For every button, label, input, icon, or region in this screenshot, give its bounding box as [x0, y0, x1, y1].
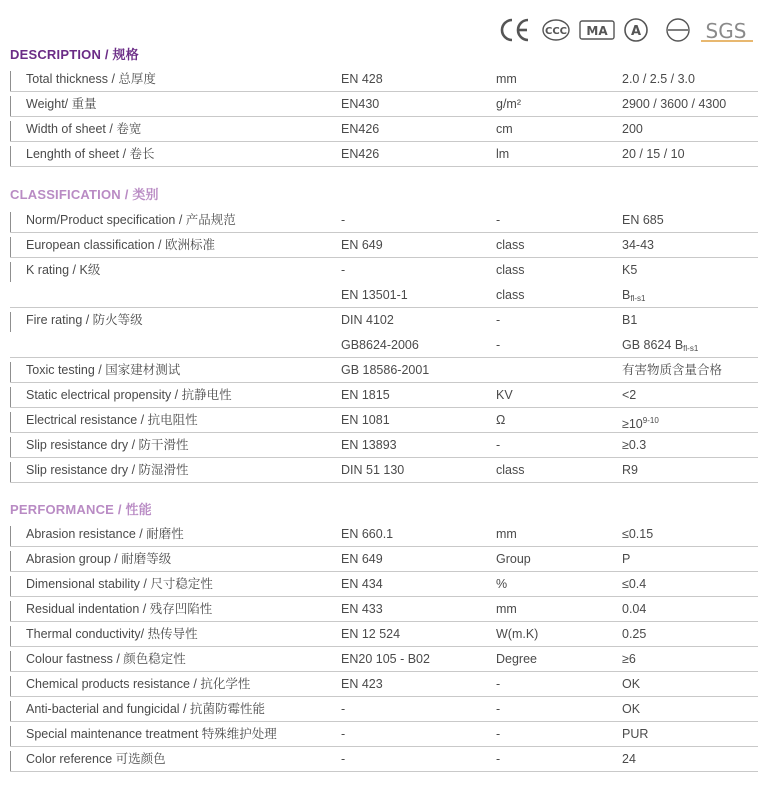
row-label: Color reference 可选颜色 — [26, 752, 166, 766]
table-row — [10, 142, 758, 167]
performance-section-title: PERFORMANCE / 性能 — [10, 502, 152, 517]
row-unit: class — [496, 238, 525, 252]
row-marker — [10, 576, 11, 596]
cqc-logo-icon — [625, 19, 647, 41]
row-unit: class — [496, 263, 525, 277]
row-label: Chemical products resistance / 抗化学性 — [26, 677, 251, 691]
row-value — [622, 383, 636, 408]
row-value-text: 20 / 15 / 10 — [622, 147, 685, 161]
row-unit: Ω — [496, 413, 506, 427]
performance-table — [10, 522, 758, 772]
row-value — [622, 672, 640, 697]
row-label: Slip resistance dry / 防湿滑性 — [26, 463, 189, 477]
row-standard: EN 12 524 — [341, 627, 401, 641]
row-unit: Degree — [496, 652, 537, 666]
row-value — [622, 572, 646, 597]
row-standard: EN430 — [341, 97, 380, 111]
row-standard: EN20 105 - B02 — [341, 652, 430, 666]
row-value-text: GB 8624 B — [622, 338, 684, 352]
ce-logo-icon — [502, 20, 528, 40]
row-standard: - — [341, 213, 346, 227]
table-row — [10, 92, 758, 117]
row-marker — [10, 237, 11, 257]
row-unit: cm — [496, 122, 513, 136]
row-standard: EN 1081 — [341, 413, 390, 427]
svg-text:MA: MA — [586, 24, 608, 38]
row-label: Norm/Product specification / 产品规范 — [26, 213, 236, 227]
row-label: Abrasion resistance / 耐磨性 — [26, 527, 184, 541]
row-unit: - — [496, 727, 501, 741]
row-value-text: 34-43 — [622, 238, 654, 252]
row-standard: - — [341, 752, 346, 766]
row-marker — [10, 262, 11, 282]
row-label: Lenghth of sheet / 卷长 — [26, 147, 155, 161]
row-unit: mm — [496, 527, 517, 541]
sgs-logo-icon — [701, 19, 753, 43]
table-row — [10, 458, 758, 483]
row-unit: - — [496, 213, 501, 227]
row-marker — [10, 726, 11, 746]
table-row — [10, 622, 758, 647]
row-value-text: OK — [622, 702, 641, 716]
row-marker — [10, 71, 11, 91]
row-marker — [10, 626, 11, 646]
row-standard: EN 649 — [341, 552, 383, 566]
table-row — [10, 408, 758, 433]
row-label: Fire rating / 防火等级 — [26, 313, 143, 327]
table-row — [10, 208, 758, 233]
row-label: Residual indentation / 残存凹陷性 — [26, 602, 213, 616]
table-row — [10, 647, 758, 672]
row-value — [622, 258, 637, 283]
row-unit: mm — [496, 602, 517, 616]
row-value-text: R9 — [622, 463, 638, 477]
table-row — [10, 383, 758, 408]
row-unit: KV — [496, 388, 513, 402]
row-value-text: EN 685 — [622, 213, 664, 227]
row-marker — [10, 651, 11, 671]
row-value-text: 24 — [622, 752, 636, 766]
table-row — [10, 233, 758, 258]
table-row — [10, 547, 758, 572]
row-marker — [10, 362, 11, 382]
row-unit: % — [496, 577, 508, 591]
row-value — [622, 547, 630, 572]
table-row — [10, 747, 758, 772]
row-value-subscript: fl-s1 — [683, 344, 699, 353]
row-value-subscript: fl-s1 — [630, 294, 646, 303]
row-standard: EN 428 — [341, 72, 383, 86]
row-unit: - — [496, 338, 501, 352]
row-value-text: <2 — [622, 388, 637, 402]
row-value — [622, 142, 685, 167]
row-value — [622, 233, 654, 258]
table-row — [10, 358, 758, 383]
table-row — [10, 597, 758, 622]
row-unit: - — [496, 752, 501, 766]
row-value — [622, 597, 646, 622]
row-value — [622, 697, 640, 722]
description-section-title: DESCRIPTION / 规格 — [10, 47, 139, 62]
row-label: Electrical resistance / 抗电阻性 — [26, 413, 198, 427]
row-value — [622, 522, 653, 547]
table-row — [10, 308, 758, 333]
row-marker — [10, 412, 11, 432]
row-marker — [10, 146, 11, 166]
row-label: Anti-bacterial and fungicidal / 抗菌防霉性能 — [26, 702, 265, 716]
row-marker — [10, 312, 11, 332]
row-standard: DIN 51 130 — [341, 463, 405, 477]
row-standard: EN 1815 — [341, 388, 390, 402]
row-marker — [10, 437, 11, 457]
row-marker — [10, 212, 11, 232]
row-label: Dimensional stability / 尺寸稳定性 — [26, 577, 213, 591]
row-value-text: ≥6 — [622, 652, 636, 666]
table-row — [10, 433, 758, 458]
row-value — [622, 208, 664, 233]
row-marker — [10, 751, 11, 771]
row-value-text: K5 — [622, 263, 638, 277]
certification-logos — [498, 14, 758, 46]
row-standard: - — [341, 727, 346, 741]
row-standard: EN 13893 — [341, 438, 397, 452]
table-row — [10, 572, 758, 597]
row-label: Thermal conductivity/ 热传导性 — [26, 627, 198, 641]
row-unit: - — [496, 438, 501, 452]
row-value — [622, 458, 638, 483]
table-row — [10, 67, 758, 92]
row-value-text: ≥10 — [622, 417, 643, 432]
description-table — [10, 67, 758, 167]
table-row — [10, 283, 758, 308]
row-value-text: ≤0.4 — [622, 577, 647, 591]
row-standard: - — [341, 263, 346, 277]
row-value — [622, 117, 643, 142]
row-value-text: 2.0 / 2.5 / 3.0 — [622, 72, 695, 86]
table-row — [10, 722, 758, 747]
row-label: Colour fastness / 颜色稳定性 — [26, 652, 186, 666]
row-standard: GB 18586-2001 — [341, 363, 430, 377]
row-standard: - — [341, 702, 346, 716]
table-row — [10, 672, 758, 697]
table-row — [10, 333, 758, 358]
row-marker — [10, 462, 11, 482]
row-value — [622, 722, 648, 747]
row-value-text: 0.25 — [622, 627, 647, 641]
row-value-text: 有害物质含量合格 — [622, 363, 723, 377]
row-standard: EN 649 — [341, 238, 383, 252]
row-value-text: 2900 / 3600 / 4300 — [622, 97, 727, 111]
svg-text:CCC: CCC — [544, 26, 568, 37]
row-value — [622, 308, 637, 333]
row-label: Total thickness / 总厚度 — [26, 72, 156, 86]
row-label: K rating / K级 — [26, 263, 101, 277]
row-standard: EN 660.1 — [341, 527, 394, 541]
row-value — [622, 333, 698, 361]
row-value-text: 200 — [622, 122, 643, 136]
row-marker — [10, 601, 11, 621]
row-value-text: 0.04 — [622, 602, 647, 616]
table-row — [10, 697, 758, 722]
row-value-text: OK — [622, 677, 641, 691]
row-unit: - — [496, 702, 501, 716]
row-standard: EN426 — [341, 122, 380, 136]
row-unit: lm — [496, 147, 510, 161]
row-standard: EN 423 — [341, 677, 383, 691]
row-label: Weight/ 重量 — [26, 97, 97, 111]
row-marker — [10, 96, 11, 116]
row-unit: g/m² — [496, 97, 521, 111]
ma-logo-icon — [580, 21, 614, 39]
row-value — [622, 358, 722, 383]
row-marker — [10, 387, 11, 407]
row-value — [622, 67, 695, 92]
row-standard: EN 433 — [341, 602, 383, 616]
row-value — [622, 622, 646, 647]
row-unit: class — [496, 463, 525, 477]
row-value-text: ≥0.3 — [622, 438, 647, 452]
row-value-text: PUR — [622, 727, 649, 741]
classification-table — [10, 208, 758, 483]
row-label: European classification / 欧洲标准 — [26, 238, 215, 252]
row-unit: Group — [496, 552, 531, 566]
row-value — [622, 92, 726, 117]
classification-section-title: CLASSIFICATION / 类别 — [10, 187, 159, 202]
row-marker — [10, 526, 11, 546]
row-value-text: B — [622, 288, 631, 302]
row-label: Abrasion group / 耐磨等级 — [26, 552, 172, 566]
svg-text:A: A — [630, 24, 642, 39]
table-row — [10, 522, 758, 547]
row-unit: - — [496, 313, 501, 327]
row-label: Special maintenance treatment 特殊维护处理 — [26, 727, 277, 741]
row-value-superscript: 9-10 — [642, 416, 659, 425]
row-label: Toxic testing / 国家建材测试 — [26, 363, 181, 377]
row-value-text: P — [622, 552, 631, 566]
row-value-text: B1 — [622, 313, 638, 327]
row-standard: EN426 — [341, 147, 380, 161]
row-unit: mm — [496, 72, 517, 86]
row-value-text: ≤0.15 — [622, 527, 654, 541]
row-marker — [10, 551, 11, 571]
row-marker — [10, 676, 11, 696]
row-unit: - — [496, 677, 501, 691]
row-unit: W(m.K) — [496, 627, 539, 641]
row-value — [622, 647, 636, 672]
row-label: Static electrical propensity / 抗静电性 — [26, 388, 232, 402]
row-marker — [10, 701, 11, 721]
row-standard: DIN 4102 — [341, 313, 394, 327]
ccc-logo-icon — [543, 20, 569, 40]
svg-text:SGS: SGS — [705, 19, 747, 43]
row-value — [622, 433, 646, 458]
table-row — [10, 258, 758, 283]
row-value — [622, 747, 636, 772]
row-label: Slip resistance dry / 防干滑性 — [26, 438, 189, 452]
row-standard: EN 434 — [341, 577, 383, 591]
row-standard: EN 13501-1 — [341, 288, 408, 302]
cnas-logo-icon — [667, 19, 689, 41]
row-marker — [10, 121, 11, 141]
row-label: Width of sheet / 卷宽 — [26, 122, 142, 136]
row-value — [622, 283, 645, 311]
row-standard: GB8624-2006 — [341, 338, 419, 352]
row-unit: class — [496, 288, 525, 302]
table-row — [10, 117, 758, 142]
